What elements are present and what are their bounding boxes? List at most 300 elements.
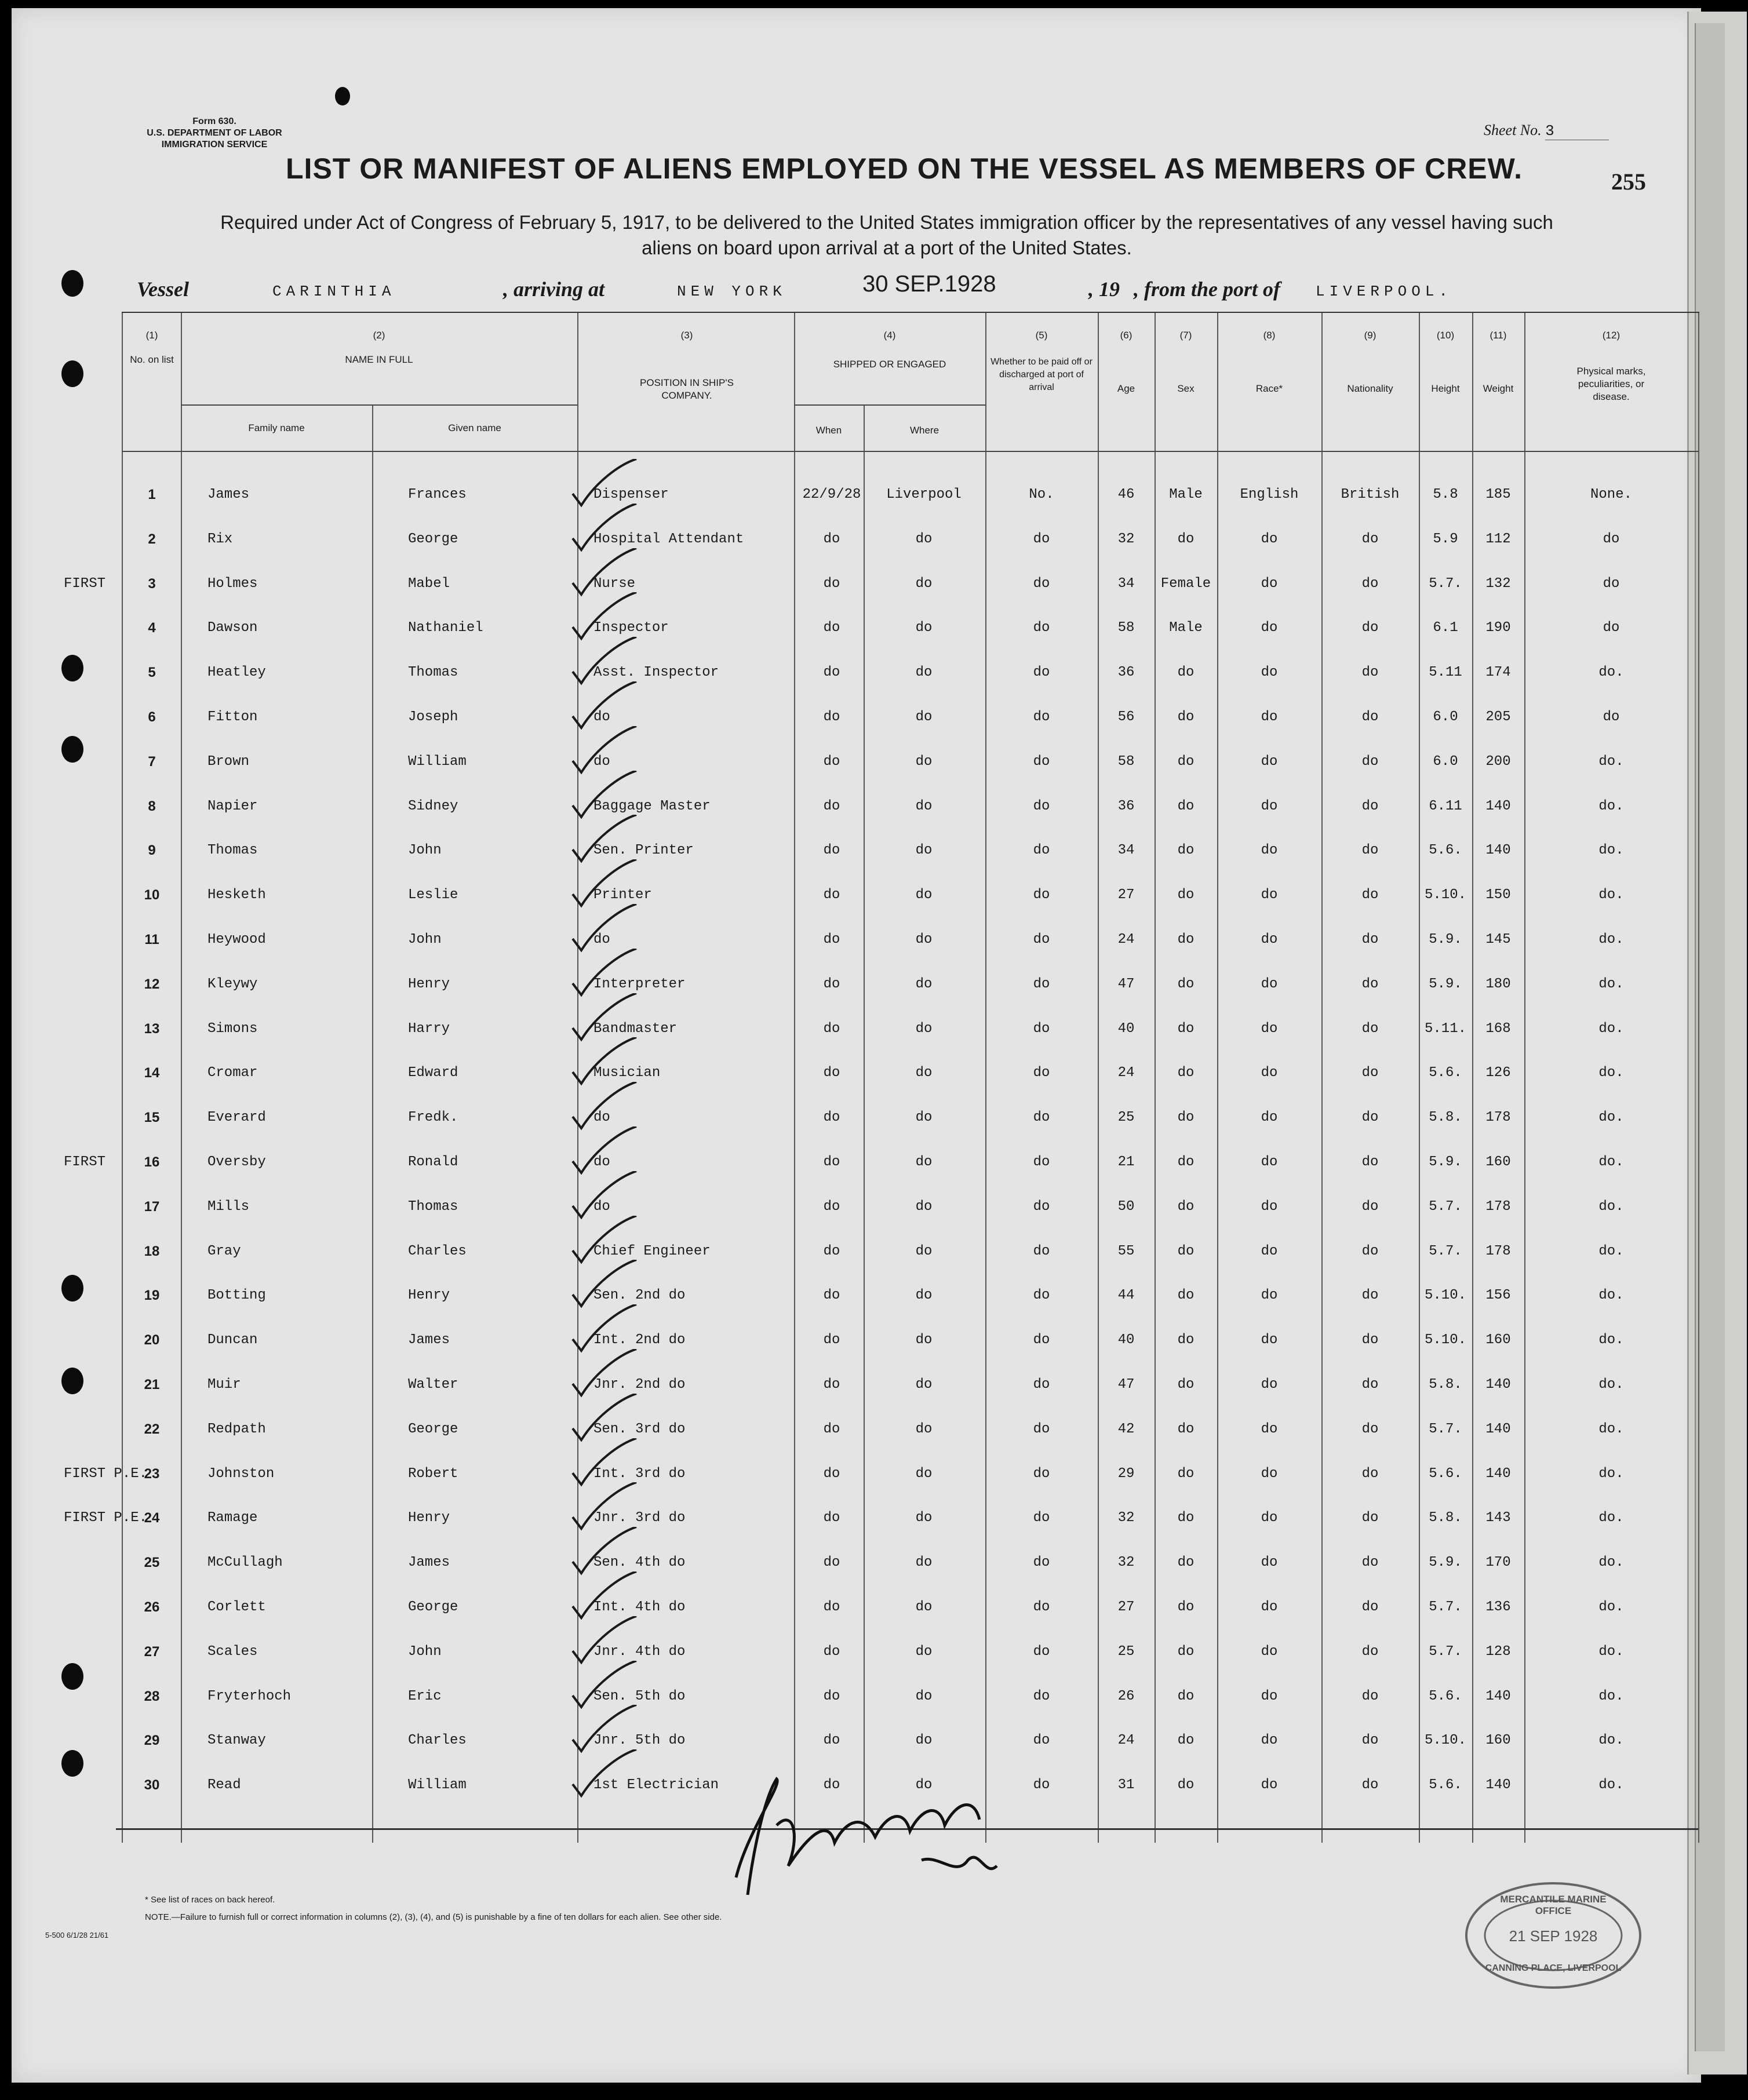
cell-race: do bbox=[1261, 1510, 1278, 1526]
sheet-value: 3 bbox=[1545, 122, 1609, 140]
cell-height: 5.9 bbox=[1433, 531, 1458, 547]
cell-sex: do bbox=[1177, 1777, 1195, 1793]
cell-position: Hospital Attendant bbox=[593, 531, 744, 547]
cell-sex: do bbox=[1177, 665, 1195, 681]
cell-nat: do bbox=[1361, 1421, 1379, 1437]
cell-nat: do bbox=[1361, 1465, 1379, 1482]
year-label: , 19 bbox=[1088, 278, 1120, 301]
col12-header bbox=[1530, 329, 1692, 403]
cell-position: Printer bbox=[593, 887, 652, 903]
col9-num: (9) bbox=[1364, 330, 1376, 341]
cell-nat: do bbox=[1361, 976, 1379, 992]
cell-no: 19 bbox=[144, 1288, 160, 1304]
cell-age: 56 bbox=[1117, 709, 1135, 725]
col-divider bbox=[1524, 313, 1525, 1843]
header-rule bbox=[122, 451, 1698, 452]
punch-hole bbox=[61, 1275, 83, 1301]
cell-race: do bbox=[1261, 887, 1278, 903]
cell-height: 5.9. bbox=[1429, 932, 1462, 947]
page-title: LIST OR MANIFEST OF ALIENS EMPLOYED ON THE VESSEL AS MEMBERS OF CREW. bbox=[286, 152, 1523, 185]
cell-paid: do bbox=[1033, 1777, 1050, 1793]
cell-sex: Male bbox=[1169, 487, 1203, 502]
cell-where: do bbox=[915, 1555, 933, 1571]
cell-height: 5.6. bbox=[1429, 1777, 1462, 1793]
cell-nat: do bbox=[1361, 887, 1379, 903]
cell-paid: do bbox=[1033, 1020, 1050, 1037]
cell-no: 28 bbox=[144, 1688, 160, 1704]
col7-num: (7) bbox=[1179, 330, 1192, 341]
cell-sex: do bbox=[1177, 1110, 1195, 1126]
cell-age: 40 bbox=[1117, 1332, 1135, 1348]
cell-weight: 200 bbox=[1485, 753, 1511, 770]
cell-sex: do bbox=[1177, 1020, 1195, 1037]
cell-height: 5.6. bbox=[1429, 843, 1462, 859]
cell-when: do bbox=[823, 1154, 840, 1170]
cell-no: 11 bbox=[144, 932, 159, 947]
cell-sex: do bbox=[1177, 531, 1195, 547]
cell-where: do bbox=[915, 1110, 933, 1126]
cell-height: 5.11 bbox=[1429, 665, 1462, 681]
cell-when: do bbox=[823, 1198, 840, 1215]
cell-no: 20 bbox=[144, 1332, 160, 1348]
cell-position: Int. 3rd do bbox=[593, 1465, 686, 1482]
cell-given: George bbox=[408, 1599, 458, 1615]
col10-header bbox=[1419, 329, 1472, 395]
cell-when: do bbox=[823, 932, 840, 947]
cell-sex: Female bbox=[1160, 575, 1211, 592]
cell-weight: 112 bbox=[1485, 531, 1511, 547]
cell-when: do bbox=[823, 1643, 840, 1660]
cell-given: Henry bbox=[408, 1510, 450, 1526]
cell-paid: do bbox=[1033, 932, 1050, 947]
cell-marks: do. bbox=[1598, 1688, 1624, 1704]
cell-nat: do bbox=[1361, 1599, 1379, 1615]
cell-sex: do bbox=[1177, 932, 1195, 947]
punch-hole bbox=[61, 655, 83, 681]
cell-family: Johnston bbox=[207, 1465, 275, 1482]
col7-label: Sex bbox=[1177, 383, 1195, 394]
col7-header bbox=[1155, 329, 1217, 395]
cell-family: Holmes bbox=[207, 575, 258, 592]
cell-race: do bbox=[1261, 1020, 1278, 1037]
cell-marks: do. bbox=[1598, 1154, 1624, 1170]
cell-given: William bbox=[408, 1777, 467, 1793]
cell-paid: do bbox=[1033, 1733, 1050, 1749]
cell-no: 30 bbox=[144, 1777, 160, 1793]
cell-given: Henry bbox=[408, 1288, 450, 1304]
subtitle-line1: Required under Act of Congress of February 5, 1917, to be delivered to the United States immigration officer by the representatives of any vessel having such bbox=[220, 212, 1553, 233]
header-rule bbox=[181, 404, 577, 406]
margin-note: FIRST P.E. bbox=[64, 1465, 148, 1482]
cell-given: James bbox=[408, 1332, 450, 1348]
cell-weight: 174 bbox=[1485, 665, 1511, 681]
cell-where: do bbox=[915, 665, 933, 681]
cell-where: do bbox=[915, 932, 933, 947]
cell-when: do bbox=[823, 1110, 840, 1126]
cell-paid: do bbox=[1033, 1510, 1050, 1526]
cell-height: 5.6. bbox=[1429, 1465, 1462, 1482]
cell-given: Eric bbox=[408, 1688, 442, 1704]
cell-age: 32 bbox=[1117, 1555, 1135, 1571]
col9-label: Nationality bbox=[1347, 383, 1393, 394]
cell-age: 50 bbox=[1117, 1198, 1135, 1215]
cell-no: 25 bbox=[144, 1555, 160, 1571]
cell-nat: do bbox=[1361, 1020, 1379, 1037]
cell-position: Jnr. 3rd do bbox=[593, 1510, 686, 1526]
cell-weight: 140 bbox=[1485, 1777, 1511, 1793]
cell-weight: 140 bbox=[1485, 1421, 1511, 1437]
cell-where: do bbox=[915, 1288, 933, 1304]
cell-nat: do bbox=[1361, 620, 1379, 636]
punch-hole bbox=[335, 87, 350, 105]
cell-height: 5.6. bbox=[1429, 1688, 1462, 1704]
cell-age: 42 bbox=[1117, 1421, 1135, 1437]
sheet-number bbox=[1484, 122, 1609, 140]
cell-race: do bbox=[1261, 665, 1278, 681]
cell-race: do bbox=[1261, 1154, 1278, 1170]
cell-nat: do bbox=[1361, 798, 1379, 814]
col9-header bbox=[1321, 329, 1419, 395]
cell-no: 2 bbox=[148, 531, 156, 547]
cell-height: 5.9. bbox=[1429, 1154, 1462, 1170]
cell-age: 25 bbox=[1117, 1643, 1135, 1660]
cell-when: do bbox=[823, 1020, 840, 1037]
cell-no: 29 bbox=[144, 1733, 160, 1749]
cell-marks: do bbox=[1603, 709, 1620, 725]
cell-age: 36 bbox=[1117, 665, 1135, 681]
cell-given: Fredk. bbox=[408, 1110, 458, 1126]
cell-marks: None. bbox=[1590, 487, 1632, 502]
cell-where: do bbox=[915, 1465, 933, 1482]
cell-where: do bbox=[915, 1510, 933, 1526]
cell-race: do bbox=[1261, 1777, 1278, 1793]
cell-weight: 140 bbox=[1485, 843, 1511, 859]
col5-label: Whether to be paid off or discharged at port of arrival bbox=[990, 357, 1092, 392]
col5-header bbox=[986, 329, 1097, 394]
cell-race: do bbox=[1261, 1643, 1278, 1660]
cell-age: 26 bbox=[1117, 1688, 1135, 1704]
cell-sex: do bbox=[1177, 1643, 1195, 1660]
arrival-date-stamp: 30 SEP.1928 bbox=[862, 271, 996, 297]
cell-sex: do bbox=[1177, 1377, 1195, 1392]
stamp-bottom-text: CANNING PLACE, LIVERPOOL bbox=[1485, 1963, 1622, 1973]
cell-nat: do bbox=[1361, 575, 1379, 592]
cell-no: 26 bbox=[144, 1599, 160, 1615]
cell-where: do bbox=[915, 709, 933, 725]
cell-age: 32 bbox=[1117, 531, 1135, 547]
punch-hole bbox=[61, 1368, 83, 1394]
footnote-penalty: NOTE.—Failure to furnish full or correct information in columns (2), (3), (4), and (5) is punishable by a fine of ten dollars for each alien. See other side. bbox=[145, 1912, 722, 1922]
cell-family: Gray bbox=[207, 1243, 241, 1259]
margin-note: FIRST bbox=[64, 1154, 106, 1170]
cell-race: do bbox=[1261, 1243, 1278, 1259]
cell-nat: do bbox=[1361, 1510, 1379, 1526]
cell-race: do bbox=[1261, 1198, 1278, 1215]
cell-where: do bbox=[915, 1154, 933, 1170]
cell-race: do bbox=[1261, 1332, 1278, 1348]
cell-no: 22 bbox=[144, 1421, 160, 1437]
cell-age: 24 bbox=[1117, 1065, 1135, 1081]
cell-age: 31 bbox=[1117, 1777, 1135, 1793]
cell-when: do bbox=[823, 709, 840, 725]
cell-marks: do. bbox=[1598, 1243, 1624, 1259]
col1-num: (1) bbox=[145, 330, 158, 341]
cell-paid: do bbox=[1033, 1599, 1050, 1615]
cell-age: 25 bbox=[1117, 1110, 1135, 1126]
cell-age: 27 bbox=[1117, 1599, 1135, 1615]
cell-weight: 178 bbox=[1485, 1110, 1511, 1126]
cell-where: do bbox=[915, 1688, 933, 1704]
cell-when: do bbox=[823, 1421, 840, 1437]
cell-paid: do bbox=[1033, 887, 1050, 903]
cell-paid: do bbox=[1033, 798, 1050, 814]
cell-age: 34 bbox=[1117, 575, 1135, 592]
cell-race: do bbox=[1261, 1110, 1278, 1126]
cell-height: 5.8. bbox=[1429, 1110, 1462, 1126]
cell-position: Asst. Inspector bbox=[593, 665, 719, 681]
vessel-name: CARINTHIA bbox=[272, 283, 396, 300]
cell-race: do bbox=[1261, 575, 1278, 592]
cell-family: Fitton bbox=[207, 709, 258, 725]
cell-weight: 160 bbox=[1485, 1733, 1511, 1749]
cell-race: do bbox=[1261, 753, 1278, 770]
cell-where: do bbox=[915, 575, 933, 592]
cell-paid: do bbox=[1033, 620, 1050, 636]
col4-header bbox=[794, 329, 985, 371]
cell-height: 5.9. bbox=[1429, 1555, 1462, 1571]
cell-marks: do. bbox=[1598, 1198, 1624, 1215]
cell-position: Sen. 3rd do bbox=[593, 1421, 686, 1437]
cell-sex: do bbox=[1177, 1243, 1195, 1259]
col-divider bbox=[864, 406, 865, 1843]
cell-position: Int. 2nd do bbox=[593, 1332, 686, 1348]
cell-weight: 145 bbox=[1485, 932, 1511, 947]
cell-race: do bbox=[1261, 620, 1278, 636]
departure-port: LIVERPOOL. bbox=[1316, 283, 1453, 300]
cell-paid: do bbox=[1033, 709, 1050, 725]
cell-position: do bbox=[593, 753, 610, 770]
cell-weight: 160 bbox=[1485, 1332, 1511, 1348]
cell-weight: 178 bbox=[1485, 1243, 1511, 1259]
cell-position: Interpreter bbox=[593, 976, 686, 992]
cell-family: Simons bbox=[207, 1020, 258, 1037]
cell-given: Charles bbox=[408, 1243, 467, 1259]
cell-paid: do bbox=[1033, 1555, 1050, 1571]
cell-race: do bbox=[1261, 709, 1278, 725]
page-number: 255 bbox=[1611, 169, 1646, 195]
cell-family: Corlett bbox=[207, 1599, 266, 1615]
cell-paid: do bbox=[1033, 1377, 1050, 1392]
cell-position: Sen. 2nd do bbox=[593, 1288, 686, 1304]
cell-position: Nurse bbox=[593, 575, 636, 592]
punch-hole bbox=[61, 736, 83, 763]
cell-given: George bbox=[408, 1421, 458, 1437]
cell-nat: do bbox=[1361, 1377, 1379, 1392]
cell-when: do bbox=[823, 1733, 840, 1749]
cell-height: 5.10. bbox=[1424, 1332, 1466, 1348]
col4a-header: When bbox=[815, 425, 842, 436]
cell-marks: do. bbox=[1598, 798, 1624, 814]
col6-label: Age bbox=[1117, 383, 1135, 394]
stamp-top-text: MERCANTILE MARINE OFFICE bbox=[1500, 1894, 1607, 1916]
cell-nat: do bbox=[1361, 1288, 1379, 1304]
cell-family: Hesketh bbox=[207, 887, 266, 903]
cell-sex: Male bbox=[1169, 620, 1203, 636]
cell-when: do bbox=[823, 976, 840, 992]
cell-position: Musician bbox=[593, 1065, 661, 1081]
cell-position: Jnr. 2nd do bbox=[593, 1377, 686, 1392]
cell-given: Edward bbox=[408, 1065, 458, 1081]
punch-hole bbox=[61, 1750, 83, 1777]
cell-marks: do. bbox=[1598, 1777, 1624, 1793]
cell-sex: do bbox=[1177, 843, 1195, 859]
cell-family: Muir bbox=[207, 1377, 241, 1392]
col12-label: Physical marks, peculiarities, or disease. bbox=[1576, 366, 1646, 402]
cell-paid: do bbox=[1033, 843, 1050, 859]
cell-given: John bbox=[408, 843, 442, 859]
cell-where: do bbox=[915, 1065, 933, 1081]
cell-paid: do bbox=[1033, 1065, 1050, 1081]
cell-sex: do bbox=[1177, 1065, 1195, 1081]
col11-header bbox=[1472, 329, 1524, 395]
cell-where: do bbox=[915, 1643, 933, 1660]
cell-age: 32 bbox=[1117, 1510, 1135, 1526]
cell-height: 5.7. bbox=[1429, 575, 1462, 592]
cell-position: Baggage Master bbox=[593, 798, 711, 814]
cell-position: Chief Engineer bbox=[593, 1243, 711, 1259]
cell-when: do bbox=[823, 1510, 840, 1526]
cell-when: 22/9/28 bbox=[802, 487, 861, 502]
cell-where: do bbox=[915, 1777, 933, 1793]
cell-given: Ronald bbox=[408, 1154, 458, 1170]
cell-nat: do bbox=[1361, 1555, 1379, 1571]
col3-label: POSITION IN SHIP'S COMPANY. bbox=[640, 377, 734, 401]
cell-race: do bbox=[1261, 531, 1278, 547]
col-divider bbox=[181, 313, 182, 1843]
cell-age: 24 bbox=[1117, 1733, 1135, 1749]
from-label: , from the port of bbox=[1134, 278, 1281, 301]
cell-where: do bbox=[915, 1198, 933, 1215]
cell-family: Read bbox=[207, 1777, 241, 1793]
cell-height: 5.7. bbox=[1429, 1243, 1462, 1259]
cell-age: 24 bbox=[1117, 932, 1135, 947]
cell-race: do bbox=[1261, 1421, 1278, 1437]
cell-no: 10 bbox=[144, 887, 160, 903]
cell-age: 47 bbox=[1117, 1377, 1135, 1392]
cell-family: Scales bbox=[207, 1643, 258, 1660]
cell-where: do bbox=[915, 620, 933, 636]
col8-num: (8) bbox=[1263, 330, 1276, 341]
col8-label: Race* bbox=[1255, 383, 1283, 394]
cell-paid: do bbox=[1033, 1110, 1050, 1126]
cell-no: 17 bbox=[144, 1198, 160, 1215]
cell-no: 3 bbox=[148, 575, 156, 592]
col2-num: (2) bbox=[373, 330, 385, 341]
cell-family: Heywood bbox=[207, 932, 266, 947]
cell-family: Kleywy bbox=[207, 976, 258, 992]
cell-when: do bbox=[823, 531, 840, 547]
cell-height: 5.8. bbox=[1429, 1510, 1462, 1526]
cell-paid: do bbox=[1033, 753, 1050, 770]
cell-when: do bbox=[823, 1555, 840, 1571]
cell-marks: do. bbox=[1598, 1643, 1624, 1660]
cell-age: 55 bbox=[1117, 1243, 1135, 1259]
cell-position: Sen. 4th do bbox=[593, 1555, 686, 1571]
cell-no: 24 bbox=[144, 1510, 160, 1526]
cell-height: 5.10. bbox=[1424, 1733, 1466, 1749]
cell-sex: do bbox=[1177, 1421, 1195, 1437]
form-info bbox=[139, 116, 290, 151]
cell-height: 5.7. bbox=[1429, 1421, 1462, 1437]
cell-no: 1 bbox=[148, 487, 156, 502]
cell-where: do bbox=[915, 753, 933, 770]
form-department: U.S. DEPARTMENT OF LABOR bbox=[147, 128, 282, 138]
col10-label: Height bbox=[1431, 383, 1460, 394]
cell-sex: do bbox=[1177, 1332, 1195, 1348]
cell-position: Jnr. 4th do bbox=[593, 1643, 686, 1660]
col1-label: No. on list bbox=[130, 354, 174, 365]
cell-family: Heatley bbox=[207, 665, 266, 681]
cell-marks: do. bbox=[1598, 1465, 1624, 1482]
cell-marks: do. bbox=[1598, 976, 1624, 992]
cell-family: Redpath bbox=[207, 1421, 266, 1437]
cell-position: Inspector bbox=[593, 620, 669, 636]
cell-position: do bbox=[593, 1110, 610, 1126]
cell-marks: do. bbox=[1598, 887, 1624, 903]
cell-paid: do bbox=[1033, 1465, 1050, 1482]
cell-when: do bbox=[823, 1599, 840, 1615]
cell-nat: do bbox=[1361, 1777, 1379, 1793]
cell-when: do bbox=[823, 1065, 840, 1081]
cell-marks: do. bbox=[1598, 665, 1624, 681]
cell-paid: do bbox=[1033, 1688, 1050, 1704]
cell-height: 6.1 bbox=[1433, 620, 1458, 636]
cell-race: do bbox=[1261, 843, 1278, 859]
cell-no: 4 bbox=[148, 620, 156, 636]
cell-when: do bbox=[823, 620, 840, 636]
cell-given: Frances bbox=[408, 487, 467, 502]
cell-given: John bbox=[408, 1643, 442, 1660]
cell-family: Stanway bbox=[207, 1733, 266, 1749]
cell-age: 34 bbox=[1117, 843, 1135, 859]
cell-family: Duncan bbox=[207, 1332, 258, 1348]
form-number: Form 630. bbox=[192, 116, 236, 126]
cell-height: 5.11. bbox=[1424, 1020, 1466, 1037]
cell-sex: do bbox=[1177, 753, 1195, 770]
cell-nat: British bbox=[1341, 487, 1400, 502]
cell-given: Charles bbox=[408, 1733, 467, 1749]
cell-given: Sidney bbox=[408, 798, 458, 814]
cell-height: 6.0 bbox=[1433, 709, 1458, 725]
cell-sex: do bbox=[1177, 1688, 1195, 1704]
cell-where: do bbox=[915, 531, 933, 547]
cell-weight: 150 bbox=[1485, 887, 1511, 903]
cell-family: Fryterhoch bbox=[207, 1688, 292, 1704]
cell-age: 29 bbox=[1117, 1465, 1135, 1482]
cell-weight: 180 bbox=[1485, 976, 1511, 992]
cell-age: 44 bbox=[1117, 1288, 1135, 1304]
cell-paid: do bbox=[1033, 1243, 1050, 1259]
cell-marks: do. bbox=[1598, 1332, 1624, 1348]
cell-when: do bbox=[823, 843, 840, 859]
cell-no: 16 bbox=[144, 1154, 160, 1170]
cell-marks: do bbox=[1603, 620, 1620, 636]
cell-when: do bbox=[823, 1465, 840, 1482]
cell-no: 13 bbox=[144, 1020, 160, 1037]
cell-position: do bbox=[593, 709, 610, 725]
cell-race: do bbox=[1261, 976, 1278, 992]
cell-position: do bbox=[593, 1154, 610, 1170]
